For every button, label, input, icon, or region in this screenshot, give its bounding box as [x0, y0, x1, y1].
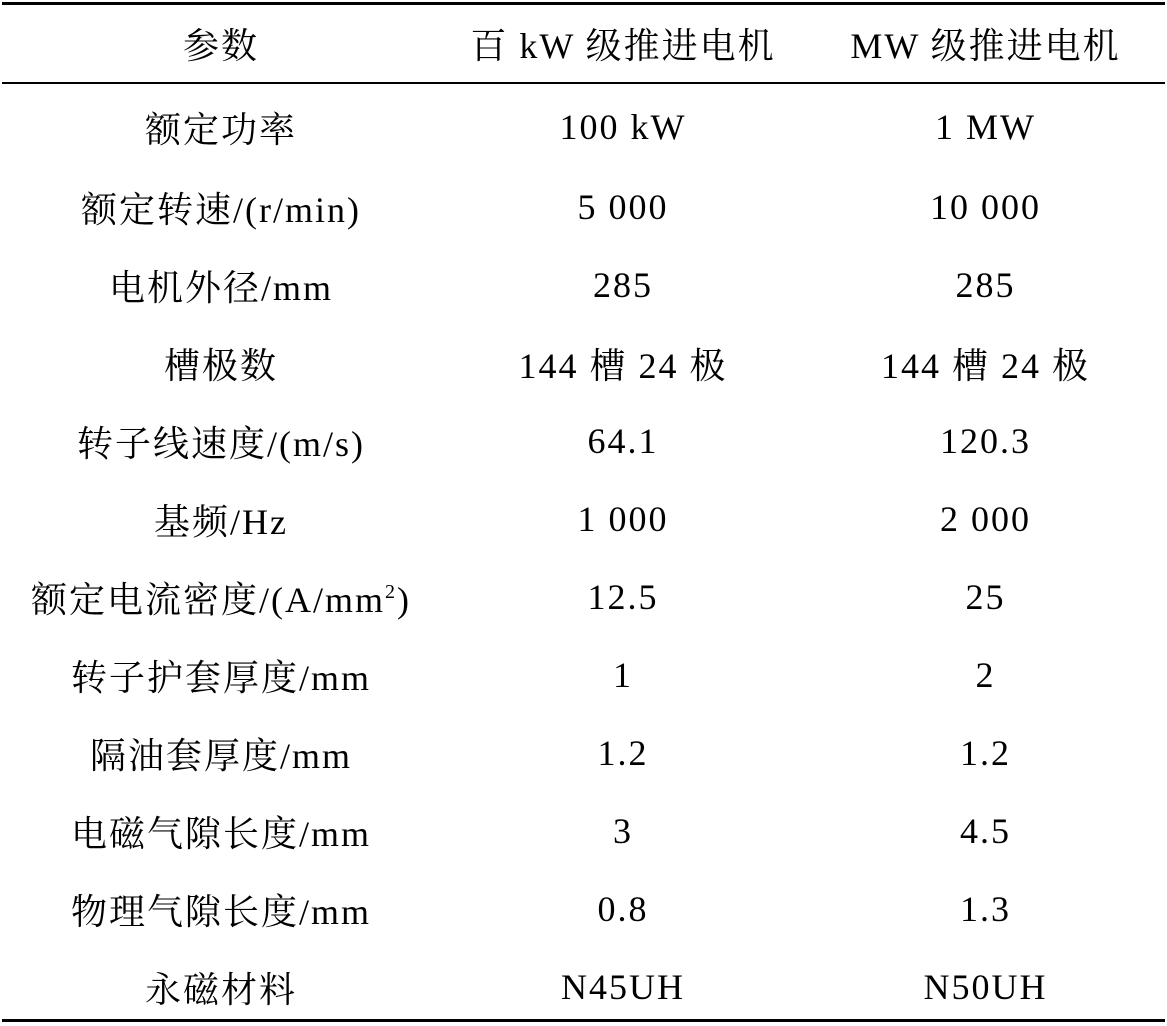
- value-100kw-cell: 1.2: [597, 733, 649, 773]
- header-mw-motor: MW 级推进电机: [850, 26, 1121, 66]
- parameter-name: 转子护套厚度/mm: [70, 657, 371, 698]
- parameter-name-cell: [0, 870, 442, 948]
- value-mw-cell: 10 000: [930, 187, 1041, 227]
- motor-parameter-table: [0, 5, 1167, 1026]
- parameter-name: 基频/Hz: [154, 501, 288, 542]
- table-row: [0, 402, 1167, 480]
- value-mw-cell: 144 槽 24 极: [880, 345, 1090, 386]
- parameter-name-cell: [0, 168, 442, 246]
- parameter-name: 隔油套厚度/mm: [89, 735, 352, 776]
- value-mw-cell: 120.3: [940, 421, 1031, 461]
- table-header-row: [0, 5, 1167, 82]
- parameter-name-tail: ): [397, 579, 411, 620]
- table-row: [0, 792, 1167, 870]
- value-100kw-cell: 3: [613, 811, 633, 851]
- value-100kw-cell: 0.8: [597, 889, 649, 929]
- value-100kw-cell: 5 000: [577, 187, 669, 227]
- table-row: [0, 636, 1167, 714]
- parameter-name: 槽极数: [163, 345, 278, 386]
- parameter-name: 电机外径/mm: [108, 267, 333, 308]
- value-100kw-cell: N45UH: [561, 967, 685, 1007]
- value-mw-cell: 2: [975, 655, 996, 695]
- parameter-name: 额定功率: [144, 109, 297, 150]
- value-mw-cell: 1.3: [960, 889, 1011, 929]
- value-mw-cell: 25: [965, 577, 1006, 617]
- parameter-name-cell: [0, 246, 442, 324]
- table-body: [0, 82, 1167, 1026]
- value-100kw-cell: 285: [593, 265, 653, 305]
- value-100kw-cell: 1: [613, 655, 633, 695]
- table-row: [0, 870, 1167, 948]
- table-row: [0, 480, 1167, 558]
- parameter-name-cell: [0, 714, 442, 792]
- parameter-name-cell: [0, 792, 442, 870]
- value-mw-cell: 1.2: [960, 733, 1011, 773]
- value-mw-cell: 285: [955, 265, 1016, 305]
- parameter-name-cell: [0, 480, 442, 558]
- value-100kw-cell: 144 槽 24 极: [518, 345, 728, 386]
- table-row: [0, 714, 1167, 792]
- value-mw-cell: 1 MW: [935, 107, 1036, 147]
- parameter-name-cell: [0, 558, 442, 636]
- table-row: [0, 948, 1167, 1026]
- parameter-name: 永磁材料: [144, 969, 297, 1010]
- parameter-name-cell: [0, 324, 442, 402]
- table-row: [0, 82, 1167, 168]
- table-row: [0, 168, 1167, 246]
- value-mw-cell: 4.5: [960, 811, 1011, 851]
- parameter-name: 电磁气隙长度/mm: [70, 813, 371, 854]
- parameter-name: 转子线速度/(m/s): [77, 423, 365, 464]
- parameter-name: 额定电流密度/(A/mm: [31, 579, 385, 620]
- parameter-name-cell: [0, 402, 442, 480]
- parameter-name-cell: [0, 82, 442, 168]
- parameter-name-cell: [0, 948, 442, 1026]
- value-100kw-cell: 12.5: [587, 577, 659, 617]
- parameter-name: 额定转速/(r/min): [81, 189, 361, 230]
- parameter-name-cell: [0, 636, 442, 714]
- value-100kw-cell: 100 kW: [559, 107, 687, 147]
- table-row: [0, 246, 1167, 324]
- value-mw-cell: N50UH: [923, 967, 1048, 1007]
- value-mw-cell: 2 000: [940, 499, 1031, 539]
- value-100kw-cell: 1 000: [577, 499, 669, 539]
- parameter-superscript: 2: [385, 580, 397, 603]
- table-row: [0, 558, 1167, 636]
- parameter-name: 物理气隙长度/mm: [70, 891, 371, 932]
- table-row: [0, 324, 1167, 402]
- value-100kw-cell: 64.1: [587, 421, 659, 461]
- header-parameter: 参数: [182, 26, 259, 66]
- header-100kw-motor: 百 kW 级推进电机: [470, 26, 776, 66]
